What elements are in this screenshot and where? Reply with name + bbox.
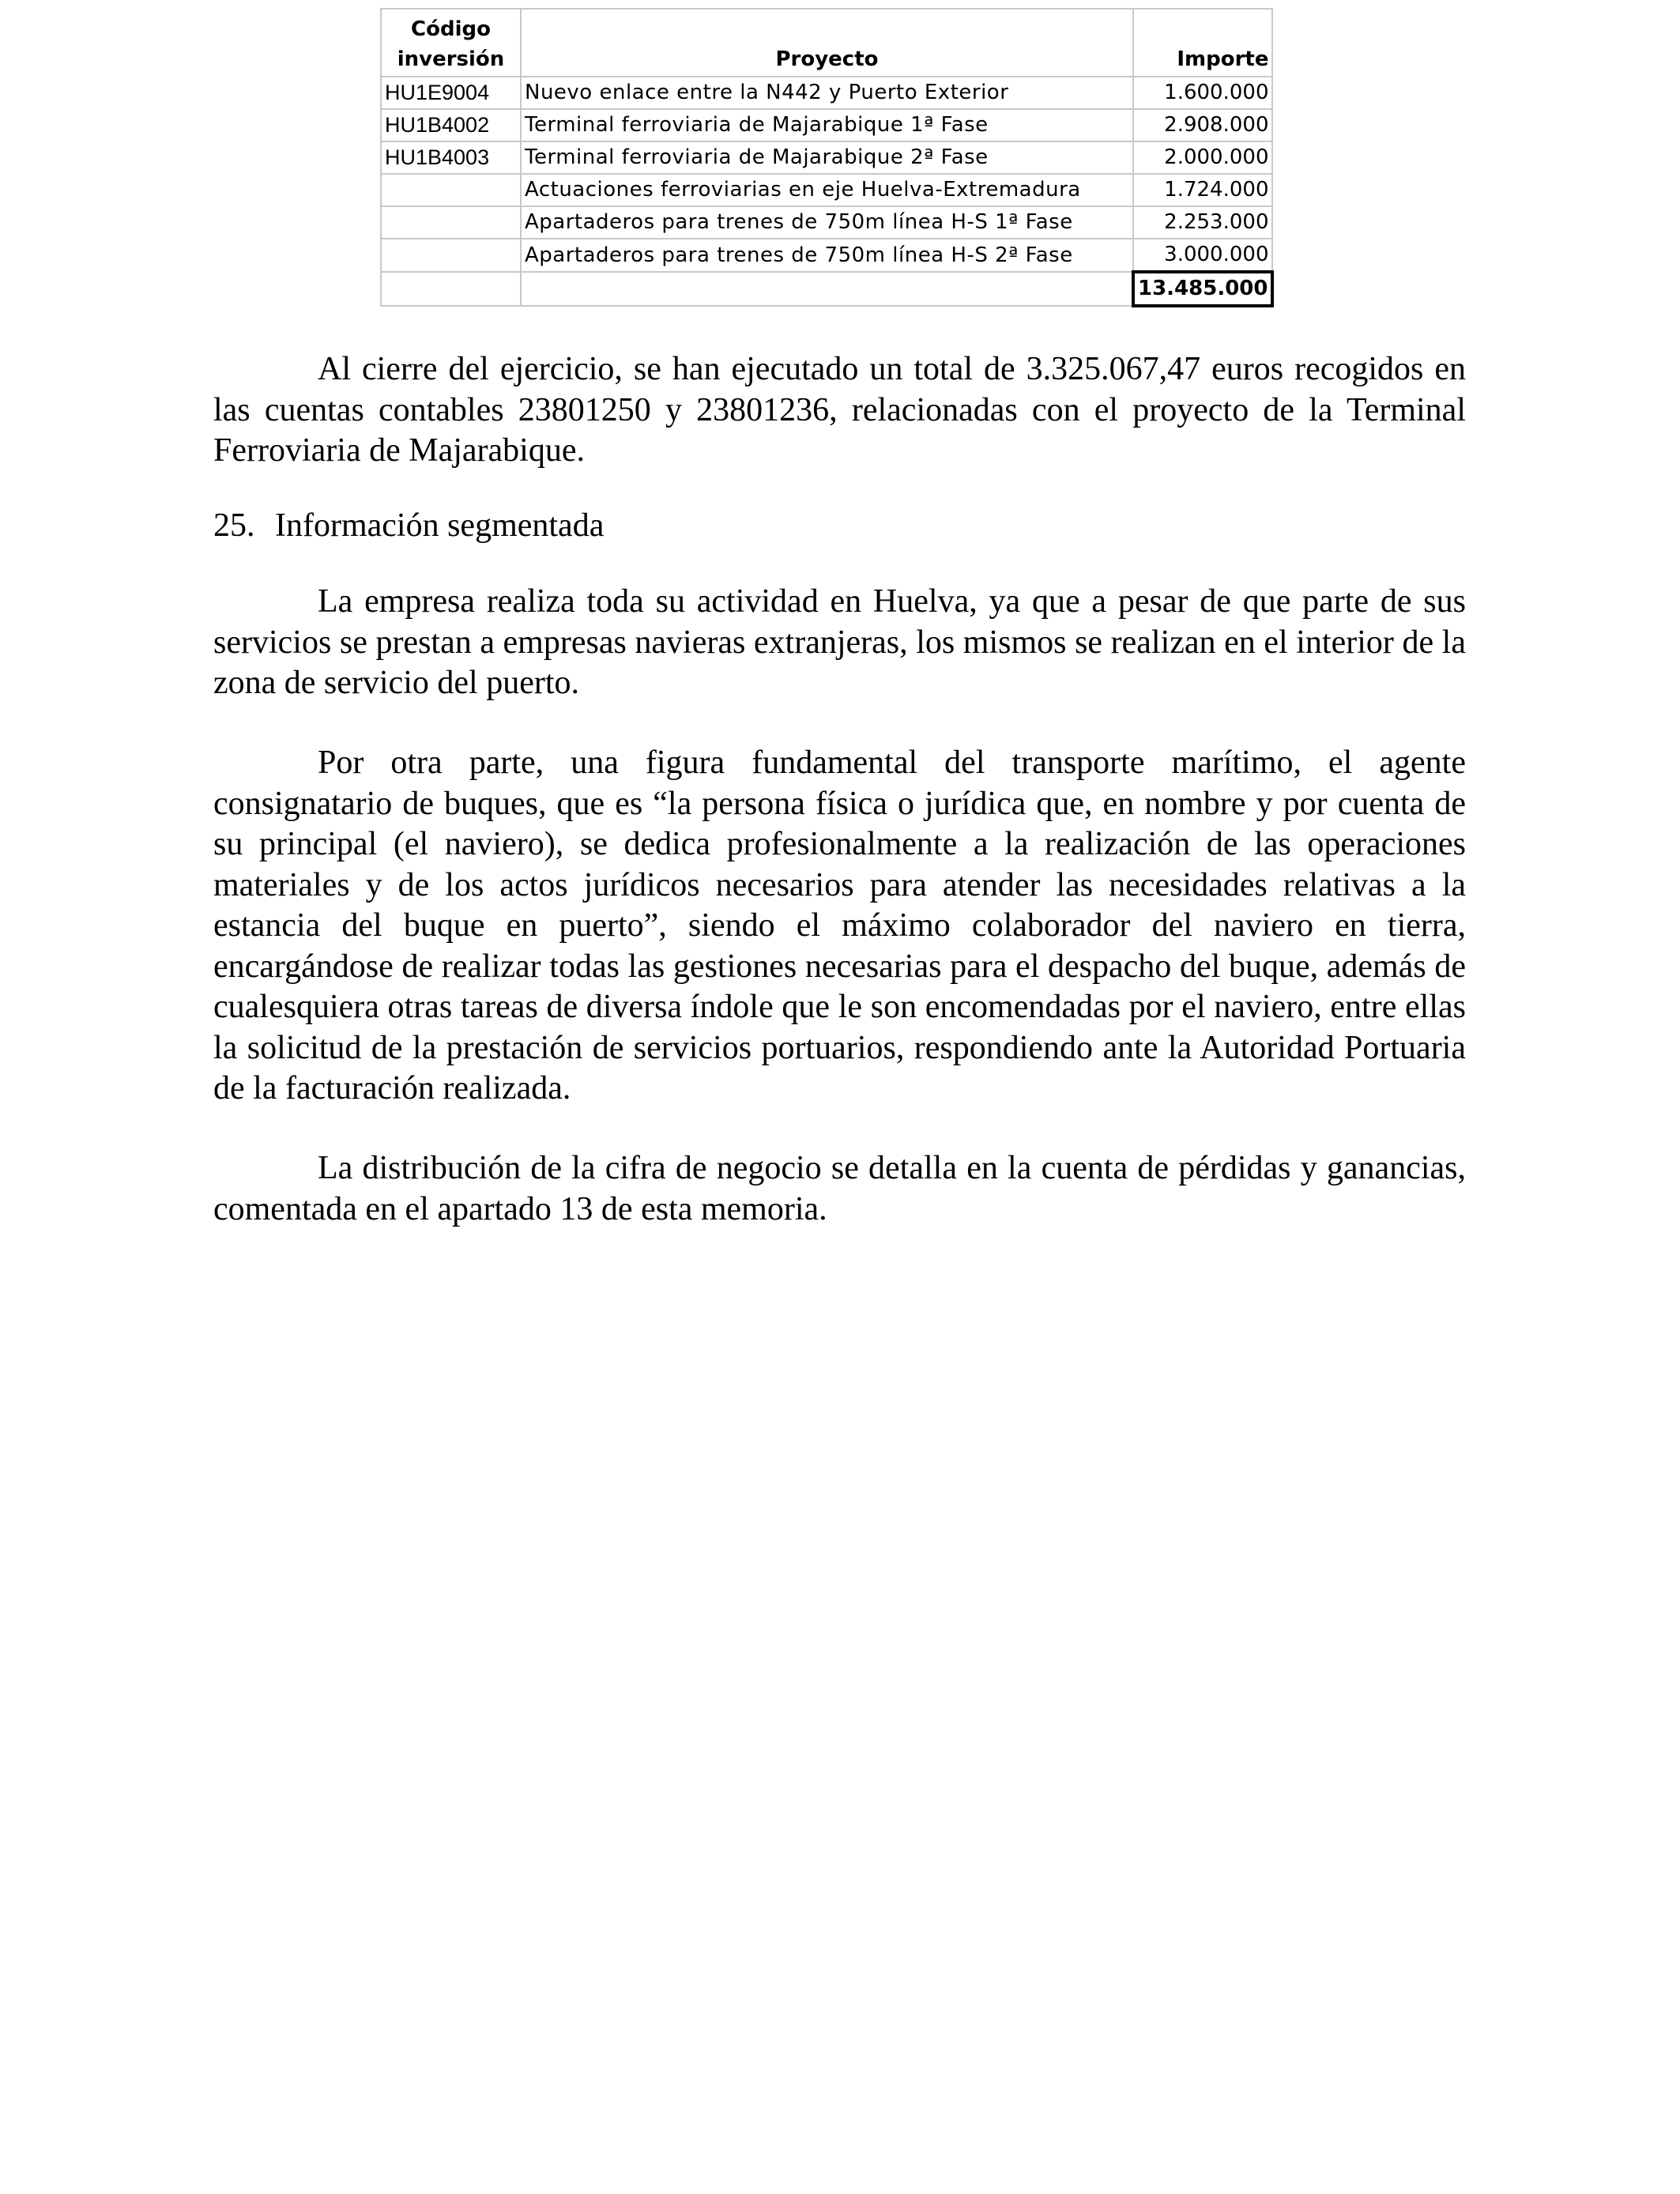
table-row: [381, 174, 1272, 206]
header-amount: Importe: [1133, 9, 1272, 77]
row-amount: 2.253.000: [1133, 206, 1272, 239]
row-amount: 1.600.000: [1133, 77, 1272, 109]
section-number: 25.: [213, 507, 255, 544]
row-project: Terminal ferroviaria de Majarabique 2ª Fase: [521, 141, 1133, 174]
paragraph-execution-total: Al cierre del ejercicio, se han ejecutado un total de 3.325.067,47 euros recogidos en las cuentas contables 23801250 y 23801236, relacionadas con el proyecto de la Terminal Ferroviaria de Majarabique.: [213, 351, 1466, 469]
total-empty-code: [381, 272, 521, 306]
section-heading: [213, 506, 604, 546]
row-amount: 1.724.000: [1133, 174, 1272, 206]
row-code: HU1B4003: [381, 141, 521, 174]
table-row: [381, 109, 1272, 141]
header-code: Código inversión: [381, 9, 521, 77]
paragraph-activity: La empresa realiza toda su actividad en Huelva, ya que a pesar de que parte de sus servicios se prestan a empresas navieras extranjeras, los mismos se realizan en el interior de la zona de servicio del puerto.: [213, 583, 1466, 701]
table-row: [381, 141, 1272, 174]
investment-table: [380, 8, 1274, 307]
paragraph-distribution: La distribución de la cifra de negocio se detalla en la cuenta de pérdidas y ganancias, comentada en el apartado 13 de esta memoria.: [213, 1150, 1466, 1227]
row-code: HU1B4002: [381, 109, 521, 141]
row-code: HU1E9004: [381, 77, 521, 109]
paragraph-consignee: Por otra parte, una figura fundamental del transporte marítimo, el agente consignatario de buques, que es “la persona física o jurídica que, en nombre y por cuenta de su principal (el naviero), se dedica profesionalmente a la realización de las operaciones materiales y de los actos jurídicos necesarios para atender las necesidades relativas a la estancia del buque en puerto”, siendo el máximo colaborador del naviero en tierra, encargándose de realizar todas las gestiones necesarias para el despacho del buque, además de cualesquiera otras tareas de diversa índole que le son encomendadas por el naviero, entre ellas la solicitud de la prestación de servicios portuarios, respondiendo ante la Autoridad Portuaria de la facturación realizada.: [213, 745, 1466, 1106]
row-amount: 3.000.000: [1133, 239, 1272, 272]
table-row: [381, 206, 1272, 239]
row-amount: 2.000.000: [1133, 141, 1272, 174]
row-project: Apartaderos para trenes de 750m línea H-S 1ª Fase: [521, 206, 1133, 239]
row-code: [381, 174, 521, 206]
table-header-row: [381, 9, 1272, 77]
total-empty-project: [521, 272, 1133, 306]
section-title: Información segmentada: [275, 507, 605, 544]
table-row: [381, 239, 1272, 272]
row-amount: 2.908.000: [1133, 109, 1272, 141]
row-project: Terminal ferroviaria de Majarabique 1ª Fase: [521, 109, 1133, 141]
row-project: Apartaderos para trenes de 750m línea H-S 2ª Fase: [521, 239, 1133, 272]
header-project: Proyecto: [521, 9, 1133, 77]
table-total: 13.485.000: [1133, 272, 1272, 306]
row-project: Nuevo enlace entre la N442 y Puerto Exterior: [521, 77, 1133, 109]
row-code: [381, 239, 521, 272]
row-project: Actuaciones ferroviarias en eje Huelva-Extremadura: [521, 174, 1133, 206]
table-row: [381, 77, 1272, 109]
table-total-row: [381, 272, 1272, 306]
row-code: [381, 206, 521, 239]
investment-table-container: [380, 8, 1274, 307]
